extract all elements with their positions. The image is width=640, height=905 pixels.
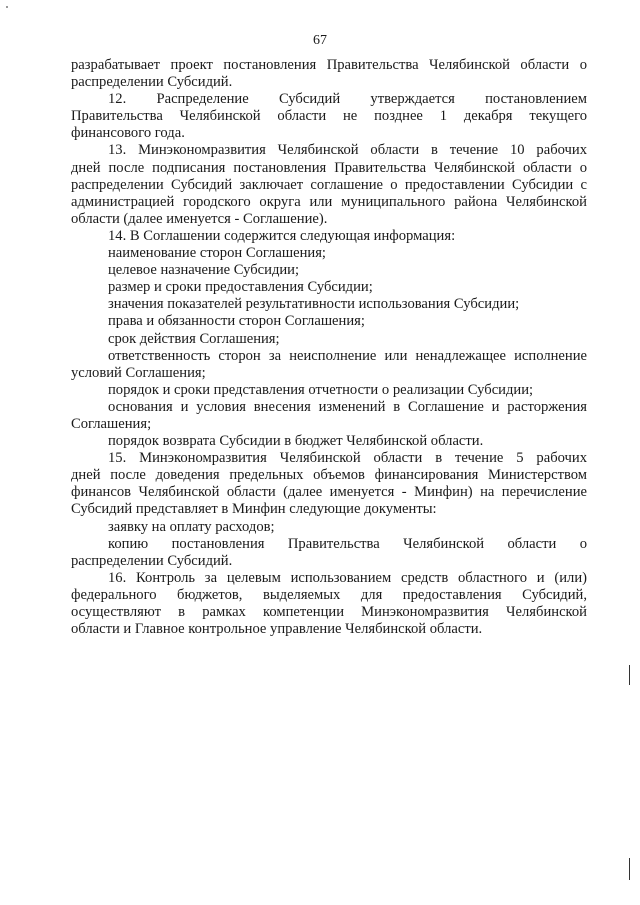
text-line: Правительства Челябинской области не позднее 1 декабря текущего xyxy=(71,108,587,125)
page-number: 67 xyxy=(313,33,327,48)
text-line: размер и сроки предоставления Субсидии; xyxy=(108,279,373,296)
text-line: срок действия Соглашения; xyxy=(108,330,280,347)
margin-mark xyxy=(629,858,630,880)
text-line: разрабатывает проект постановления Правительства Челябинской области о xyxy=(71,57,587,73)
text-line: наименование сторон Соглашения; xyxy=(108,245,326,262)
text-line: 12. Распределение Субсидий утверждается постановлением xyxy=(108,91,587,108)
text-line: 16. Контроль за целевым использованием средств областного и (или) xyxy=(108,569,587,586)
text-line: области (далее именуется - Соглашение). xyxy=(71,210,328,227)
text-line: распределении Субсидий. xyxy=(71,552,233,569)
margin-mark xyxy=(629,665,630,685)
text-line: права и обязанности сторон Соглашения; xyxy=(108,313,365,330)
text-line: распределении Субсидий заключает соглашение о предоставлении Субсидии с xyxy=(71,176,587,193)
text-line: порядок и сроки представления отчетности о реализации Субсидии; xyxy=(108,381,534,398)
document-body xyxy=(71,57,587,638)
text-line: Соглашения; xyxy=(71,415,152,432)
text-line: 14. В Соглашении содержится следующая информация: xyxy=(108,227,456,244)
text-line: Субсидий представляет в Минфин следующие документы: xyxy=(71,501,437,518)
scan-speck xyxy=(6,6,8,8)
text-line: заявку на оплату расходов; xyxy=(108,518,275,535)
text-line: распределении Субсидий. xyxy=(71,74,233,91)
text-line: условий Соглашения; xyxy=(71,364,206,381)
text-line: финансового года. xyxy=(71,125,185,142)
text-line: основания и условия внесения изменений в Соглашение и расторжения xyxy=(108,398,587,415)
text-line: финансов Челябинской области (далее именуется - Минфин) на перечисление xyxy=(71,484,587,501)
text-line: федерального бюджетов, выделяемых для предоставления Субсидий, xyxy=(71,586,587,603)
text-line: целевое назначение Субсидии; xyxy=(108,262,300,279)
text-line: дней после доведения предельных объемов финансирования Министерством xyxy=(71,467,587,484)
text-line: администрацией городского округа или муниципального района Челябинской xyxy=(71,193,587,210)
text-line: 13. Минэкономразвития Челябинской области в течение 10 рабочих xyxy=(108,142,587,159)
text-line: 15. Минэкономразвития Челябинской области в течение 5 рабочих xyxy=(108,450,587,467)
text-line: копию постановления Правительства Челябинской области о xyxy=(108,535,587,552)
text-line: дней после подписания постановления Правительства Челябинской области о xyxy=(71,159,587,176)
text-line: области и Главное контрольное управление Челябинской области. xyxy=(71,621,483,638)
text-line: порядок возврата Субсидии в бюджет Челябинской области. xyxy=(108,433,484,450)
text-line: осуществляют в рамках компетенции Минэкономразвития Челябинской xyxy=(71,604,587,620)
text-line: ответственность сторон за неисполнение или ненадлежащее исполнение xyxy=(108,347,587,364)
text-line: значения показателей результативности использования Субсидии; xyxy=(108,296,520,313)
